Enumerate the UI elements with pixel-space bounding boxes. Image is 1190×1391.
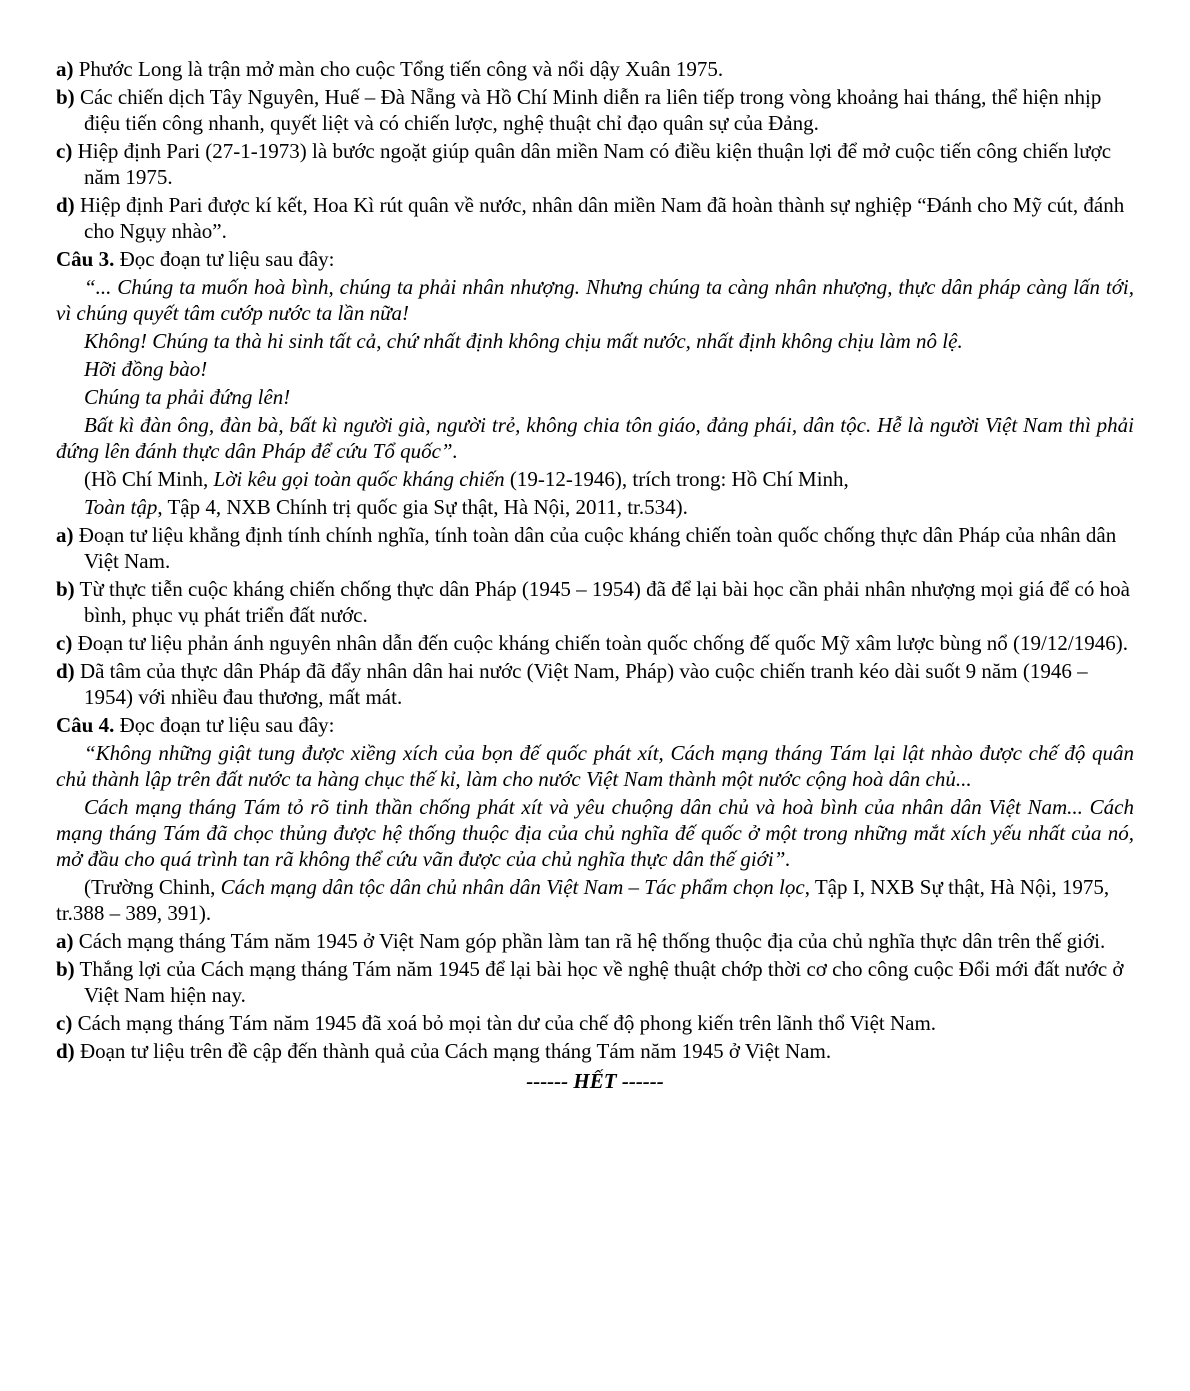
question-3-heading — [56, 246, 1134, 272]
question-prompt: Đọc đoạn tư liệu sau đây: — [114, 247, 335, 271]
quote-paragraph: Không! Chúng ta thà hi sinh tất cả, chứ nhất định không chịu mất nước, nhất định không chịu làm nô lệ. — [84, 329, 963, 353]
source-text: (19-12-1946), trích trong: Hồ Chí Minh, — [504, 467, 849, 491]
q4-option-c — [56, 1010, 1134, 1036]
option-letter: d) — [56, 659, 75, 683]
option-letter: a) — [56, 929, 74, 953]
q2-option-a — [56, 56, 1134, 82]
source-text: , Tập I, NXB Sự thật, Hà Nội, 1975, tr.388 – 389, 391). — [56, 875, 1110, 925]
quote-paragraph: Bất kì đàn ông, đàn bà, bất kì người già, người trẻ, không chia tôn giáo, đảng phái, dân tộc. Hễ là người Việt Nam thì phải đứng lên đánh thực dân Pháp để cứu Tổ quốc”. — [56, 413, 1134, 463]
option-text: Cách mạng tháng Tám năm 1945 đã xoá bỏ mọi tàn dư của chế độ phong kiến trên lãnh thổ Việt Nam. — [72, 1011, 937, 1035]
source-text: (Trường Chinh, — [84, 875, 221, 899]
option-letter: d) — [56, 1039, 75, 1063]
option-text: Cách mạng tháng Tám năm 1945 ở Việt Nam góp phần làm tan rã hệ thống thuộc địa của chủ nghĩa thực dân trên thế giới. — [73, 929, 1106, 953]
option-letter: c) — [56, 631, 73, 655]
option-text: Các chiến dịch Tây Nguyên, Huế – Đà Nẵng và Hồ Chí Minh diễn ra liên tiếp trong vòng khoảng hai tháng, thể hiện nhịp điệu tiến công nhanh, quyết liệt và có chiến lược, nghệ thuật chỉ đạo quân sự của Đảng. — [74, 85, 1102, 135]
source-title: Cách mạng dân tộc dân chủ nhân dân Việt Nam – Tác phẩm chọn lọc — [220, 875, 805, 899]
q4-option-d — [56, 1038, 1134, 1064]
q4-quote — [56, 740, 1134, 872]
source-text: (Hồ Chí Minh, — [84, 467, 214, 491]
option-text: Từ thực tiễn cuộc kháng chiến chống thực dân Pháp (1945 – 1954) đã để lại bài học cần phải nhân nhượng mọi giá để có hoà bình, phục vụ phát triển đất nước. — [74, 577, 1130, 627]
question-4-heading — [56, 712, 1134, 738]
source-text: , Tập 4, NXB Chính trị quốc gia Sự thật, Hà Nội, 2011, tr.534). — [157, 495, 688, 519]
q2-option-b — [56, 84, 1134, 136]
q2-option-d — [56, 192, 1134, 244]
quote-paragraph: Hỡi đồng bào! — [84, 357, 208, 381]
option-letter: b) — [56, 957, 75, 981]
question-label: Câu 3. — [56, 247, 115, 271]
option-text: Phước Long là trận mở màn cho cuộc Tổng tiến công và nổi dậy Xuân 1975. — [73, 57, 724, 81]
q3-source-line-2 — [56, 494, 1134, 520]
option-text: Thắng lợi của Cách mạng tháng Tám năm 1945 để lại bài học về nghệ thuật chớp thời cơ cho công cuộc Đổi mới đất nước ở Việt Nam hiện nay. — [74, 957, 1124, 1007]
option-letter: b) — [56, 85, 75, 109]
option-text: Đoạn tư liệu khẳng định tính chính nghĩa, tính toàn dân của cuộc kháng chiến toàn quốc chống thực dân Pháp của nhân dân Việt Nam. — [73, 523, 1117, 573]
q3-option-b — [56, 576, 1134, 628]
question-label: Câu 4. — [56, 713, 115, 737]
option-letter: c) — [56, 139, 73, 163]
option-letter: b) — [56, 577, 75, 601]
question-prompt: Đọc đoạn tư liệu sau đây: — [114, 713, 335, 737]
quote-paragraph: “... Chúng ta muốn hoà bình, chúng ta phải nhân nhượng. Nhưng chúng ta càng nhân nhượng, thực dân pháp càng lấn tới, vì chúng quyết tâm cướp nước ta lần nữa! — [56, 275, 1134, 325]
q3-option-c — [56, 630, 1134, 656]
q2-option-c — [56, 138, 1134, 190]
option-letter: d) — [56, 193, 75, 217]
option-text: Đoạn tư liệu phản ánh nguyên nhân dẫn đến cuộc kháng chiến toàn quốc chống đế quốc Mỹ xâm lược bùng nổ (19/12/1946). — [72, 631, 1128, 655]
q4-option-b — [56, 956, 1134, 1008]
option-text: Hiệp định Pari được kí kết, Hoa Kì rút quân về nước, nhân dân miền Nam đã hoàn thành sự nghiệp “Đánh cho Mỹ cút, đánh cho Ngụy nhào”. — [74, 193, 1125, 243]
quote-paragraph: “Không những giật tung được xiềng xích của bọn đế quốc phát xít, Cách mạng tháng Tám lại lật nhào được chế độ quân chủ thành lập trên đất nước ta hàng chục thế kỉ, làm cho nước Việt Nam thành một nước cộng hoà dân chủ... — [56, 741, 1134, 791]
option-text: Dã tâm của thực dân Pháp đã đẩy nhân dân hai nước (Việt Nam, Pháp) vào cuộc chiến tranh kéo dài suốt 9 năm (1946 – 1954) với nhiều đau thương, mất mát. — [74, 659, 1088, 709]
option-letter: a) — [56, 523, 74, 547]
q4-option-a — [56, 928, 1134, 954]
q3-source-line-1 — [56, 466, 1134, 492]
option-text: Hiệp định Pari (27-1-1973) là bước ngoặt giúp quân dân miền Nam có điều kiện thuận lợi để mở cuộc tiến công chiến lược năm 1975. — [72, 139, 1112, 189]
q3-option-d — [56, 658, 1134, 710]
q4-source — [56, 874, 1134, 926]
q3-option-a — [56, 522, 1134, 574]
source-title: Lời kêu gọi toàn quốc kháng chiến — [213, 467, 505, 491]
q3-quote — [56, 274, 1134, 464]
end-mark: ------ HẾT ------ — [526, 1069, 664, 1093]
source-title: Toàn tập — [84, 495, 158, 519]
quote-paragraph: Chúng ta phải đứng lên! — [84, 385, 291, 409]
option-text: Đoạn tư liệu trên đề cập đến thành quả của Cách mạng tháng Tám năm 1945 ở Việt Nam. — [74, 1039, 832, 1063]
option-letter: a) — [56, 57, 74, 81]
quote-paragraph: Cách mạng tháng Tám tỏ rõ tinh thần chống phát xít và yêu chuộng dân chủ và hoà bình của nhân dân Việt Nam... Cách mạng tháng Tám đã chọc thủng được hệ thống thuộc địa của chủ nghĩa đế quốc ở một trong những mắt xích yếu nhất của nó, mở đầu cho quá trình tan rã không thể cứu vãn được của chủ nghĩa thực dân thế giới”. — [56, 795, 1134, 871]
option-letter: c) — [56, 1011, 73, 1035]
